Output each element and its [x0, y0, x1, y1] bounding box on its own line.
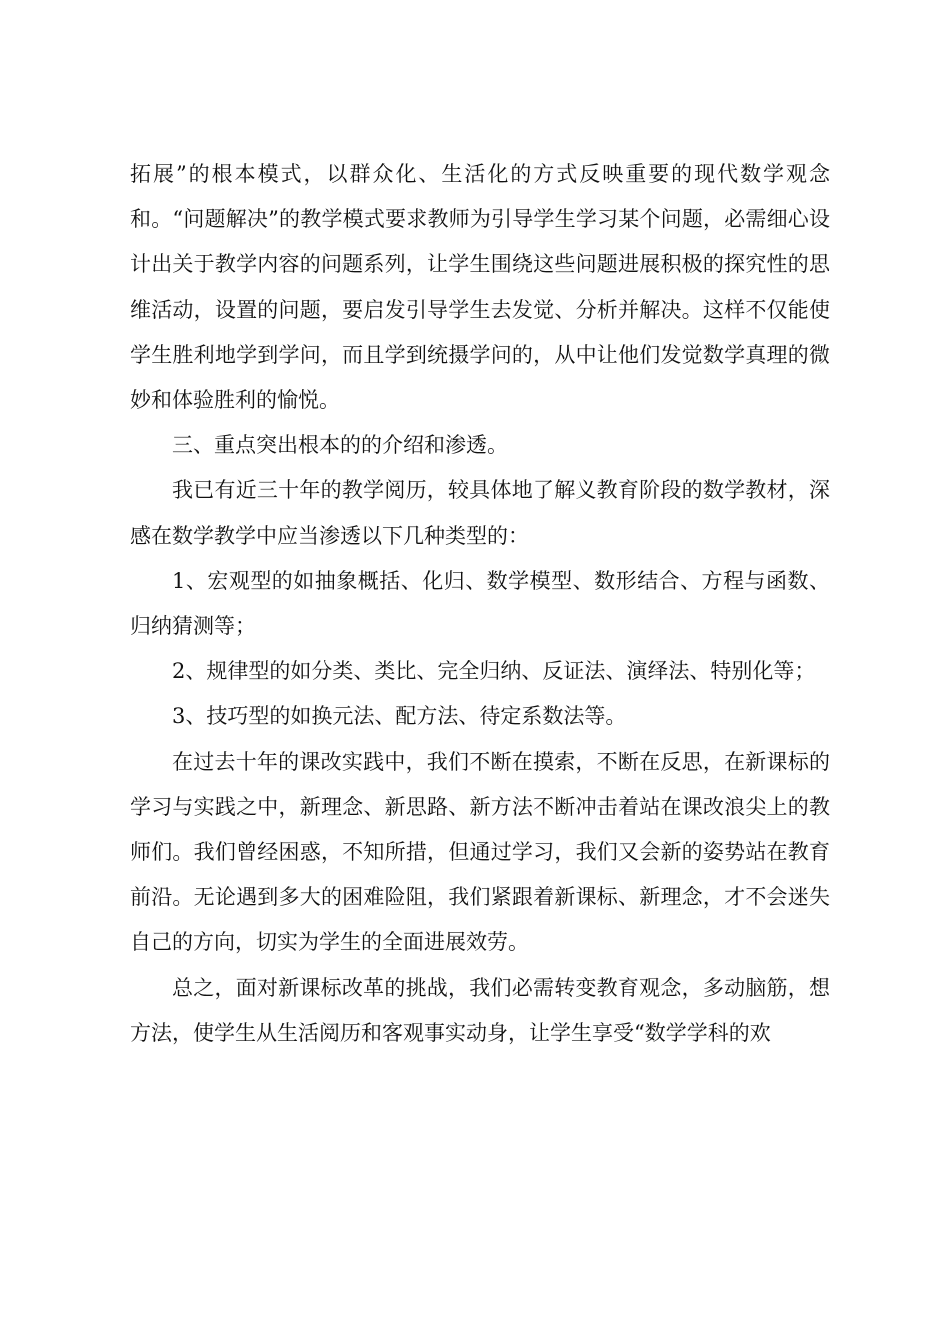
paragraph-2-section-heading: 三、重点突出根本的的介绍和渗透。: [172, 433, 508, 458]
list-item-3: 3、技巧型的如换元法、配方法、待定系数法等。: [172, 704, 627, 729]
list-item-2: 2、规律型的如分类、类比、完全归纳、反证法、演绎法、特别化等；: [172, 659, 816, 684]
list-item-1: 1、宏观型的如抽象概括、化归、数学模型、数形结合、方程与函数、归纳猜测等；: [130, 568, 830, 639]
paragraph-1: 拓展”的根本模式，以群众化、生活化的方式反映重要的现代数学观念和。“问题解决”的教学模式要求教师为引导学生学习某个问题，必需细心设计出关于教学内容的问题系列，让学生围绕这些问题进展积极的探究性的思维活动，设置的问题，要启发引导学生去发觉、分析并解决。这样不仅能使学生胜利地学到学问，而且学到统摄学问的，从中让他们发觉数学真理的微妙和体验胜利的愉悦。: [130, 162, 830, 413]
paragraph-7: 在过去十年的课改实践中，我们不断在摸索，不断在反思，在新课标的学习与实践之中，新理念、新思路、新方法不断冲击着站在课改浪尖上的教师们。我们曾经困惑，不知所措，但通过学习，我们又会新的姿势站在教育前沿。无论遇到多大的困难险阻，我们紧跟着新课标、新理念，才不会迷失自己的方向，切实为学生的全面进展效劳。: [130, 749, 830, 955]
document-body: [130, 152, 830, 1056]
paragraph-3: 我已有近三十年的教学阅历，较具体地了解义教育阶段的数学教材，深感在数学教学中应当渗透以下几种类型的：: [130, 478, 830, 548]
paragraph-8: 总之，面对新课标改革的挑战，我们必需转变教育观念，多动脑筋，想方法，使学生从生活阅历和客观事实动身，让学生享受“数学学科的欢: [130, 975, 830, 1045]
